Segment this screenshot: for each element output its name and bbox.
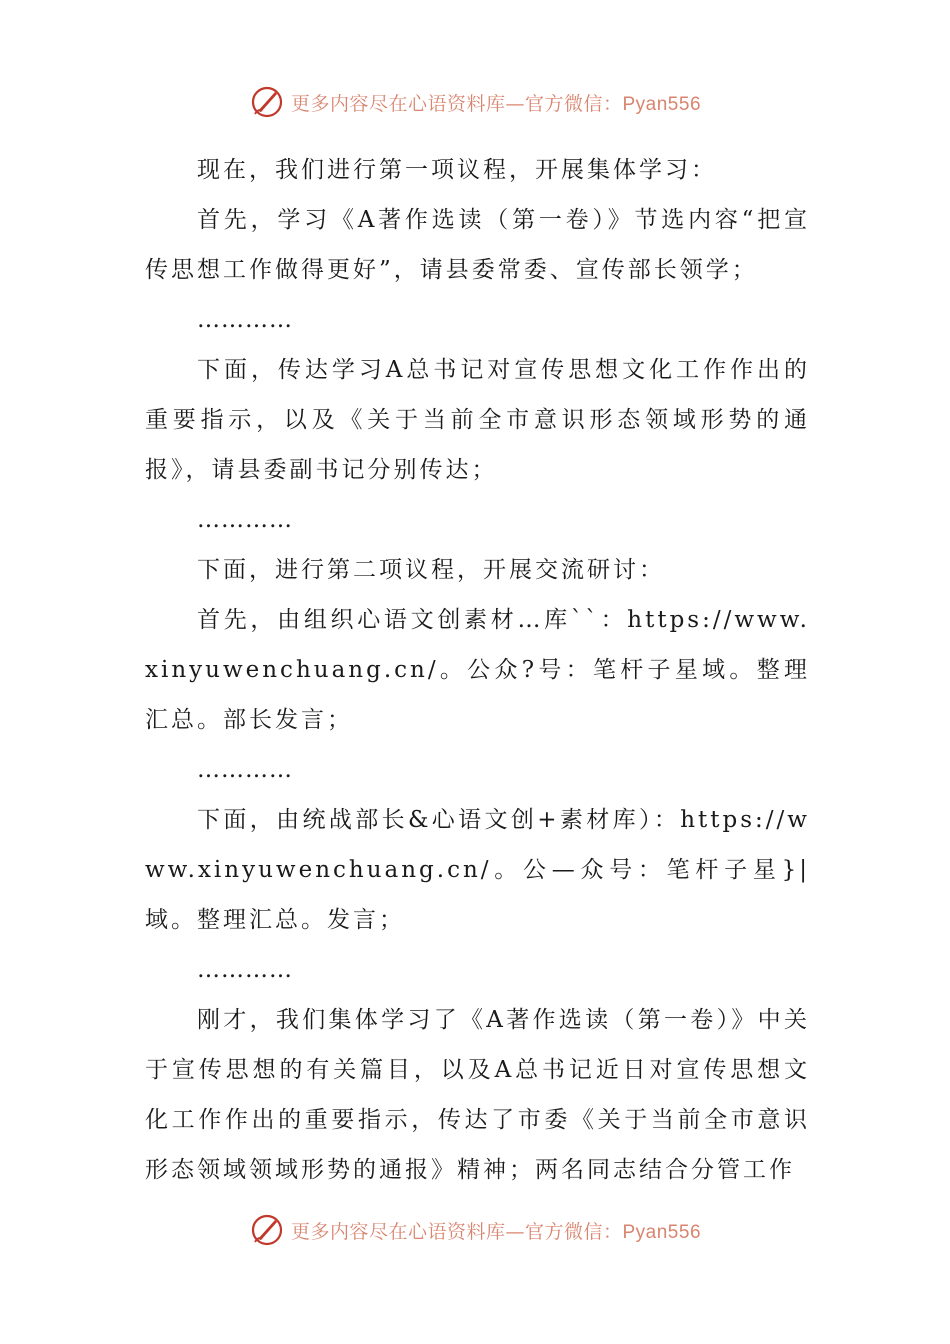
header-banner (0, 82, 950, 122)
ellipsis-line: ………… (197, 757, 293, 783)
footer-banner-text: 更多内容尽在心语资料库—官方微信：Pyan556 (290, 1220, 702, 1243)
paragraph: 首先，学习《A著作选读（第一卷）》节选内容“把宣传思想工作做得更好”，请县委常委、宣传部长领学； (145, 207, 810, 283)
ellipsis-line: ………… (197, 957, 293, 983)
paragraph: 下面，传达学习A总书记对宣传思想文化工作作出的重要指示，以及《关于当前全市意识形态领域形势的通报》，请县委副书记分别传达； (145, 357, 810, 483)
ellipsis-line: ………… (197, 507, 293, 533)
paragraph: 下面，进行第二项议程，开展交流研讨： (197, 557, 665, 583)
quill-logo-icon (249, 1212, 285, 1248)
paragraph: 刚才，我们集体学习了《A著作选读（第一卷）》中关于宣传思想的有关篇目，以及A总书记近日对宣传思想文化工作作出的重要指示，传达了市委《关于当前全市意识形态领域领域形势的通报》精神；两名同志结合分管工作 (145, 1007, 810, 1183)
header-wechat-id: Pyan556 (622, 93, 702, 115)
footer-wechat-id: Pyan556 (622, 1221, 702, 1243)
quill-logo-icon (249, 84, 285, 120)
header-banner-text: 更多内容尽在心语资料库—官方微信：Pyan556 (290, 92, 702, 115)
document-body (145, 145, 810, 1195)
paragraph: 现在，我们进行第一项议程，开展集体学习： (197, 157, 717, 183)
paragraph: 首先，由组织心语文创素材…库``：https://www.xinyuwenchuang.cn/。公众?号：笔杆子星域。整理汇总。部长发言； (145, 607, 810, 733)
ellipsis-line: ………… (197, 307, 293, 333)
footer-banner (0, 1210, 950, 1250)
paragraph: 下面，由统战部长&心语文创+素材库）：https://www.xinyuwenchuang.cn/。公—众号：笔杆子星}|域。整理汇总。发言； (145, 807, 810, 933)
